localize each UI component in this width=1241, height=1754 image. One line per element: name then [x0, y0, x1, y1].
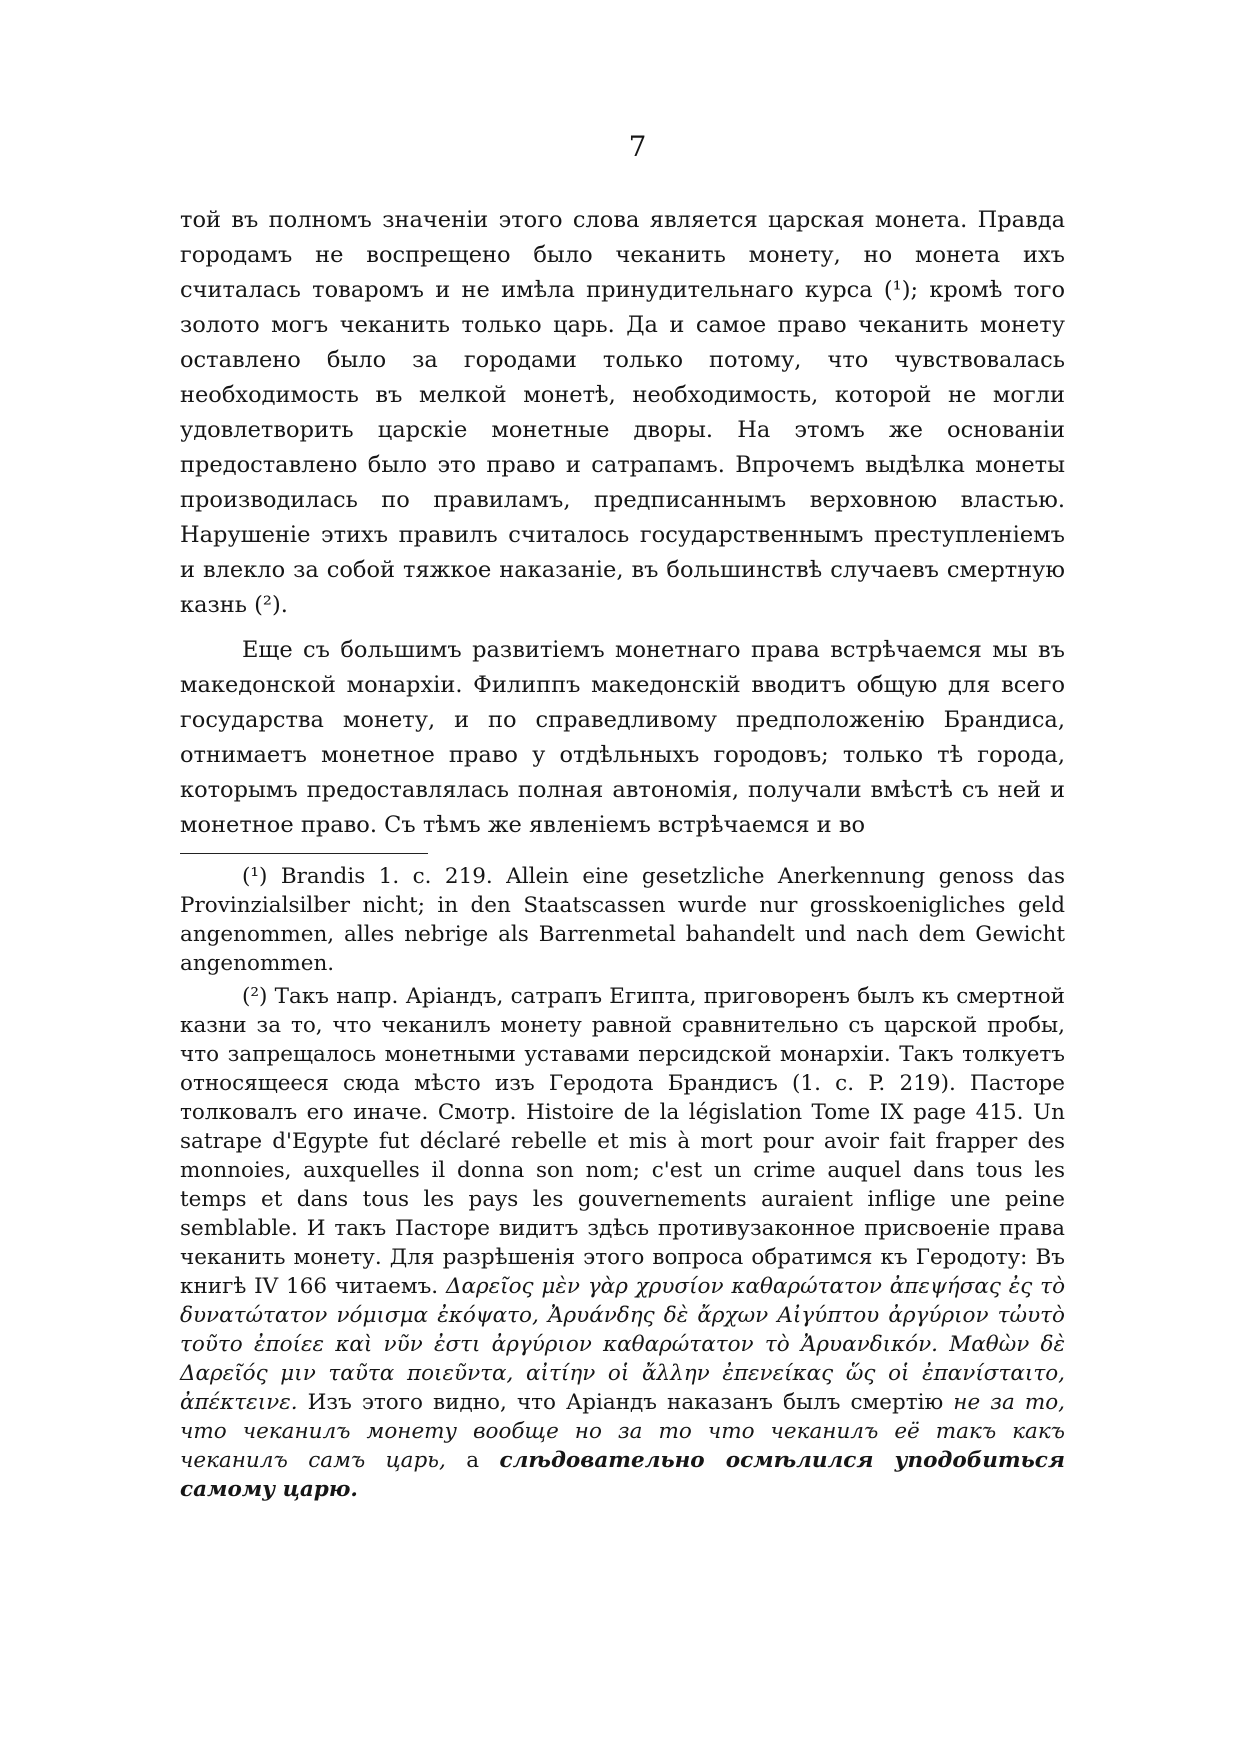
footnote-2-conjunction: а — [466, 1448, 480, 1473]
footnote-2-intro: (²) Такъ напр. Аріандъ, сатрапъ Египта, приговоренъ былъ къ смертной казни за то, что чеканилъ монету равной сравнительно съ царской пробы, что запрещалось монетными уставами персидской монархіи. Такъ толкуетъ относящееся сюда мѣсто изъ Геродота Брандисъ (1. с. P. 219). Пасторе толковалъ его иначе. Смотр. Histoire de la législation Tome IX page 415. Un satrape d'Egypte fut déclaré rebelle et mis à mort pour avoir fait frapper des monnoies, auxquelles il donna son nom; c'est un crime auquel dans tous les temps et dans tous les pays les gouvernements auraient inflige une peine semblable. И такъ Пасторе видитъ здѣсь противузаконное присвоеніе права чеканить монету. Для разрѣшенія этого вопроса обратимся къ Геродоту: Въ книгѣ IV 166 читаемъ. — [180, 984, 1065, 1299]
body-paragraph-1: той въ полномъ значеніи этого слова является царская монета. Правда городамъ не воспрещено было чеканить монету, но монета ихъ считалась товаромъ и не имѣла принудительнаго курса (¹); кромѣ того золото могъ чеканить только царь. Да и самое право чеканить монету оставлено было за городами только потому, что чувствовалась необходимость въ мелкой монетѣ, необходимость, которой не могли удовлетворить царскіе монетные дворы. На этомъ же основаніи предоставлено было это право и сатрапамъ. Впрочемъ выдѣлка монеты производилась по правиламъ, предписаннымъ верховною властью. Нарушеніе этихъ правилъ считалось государственнымъ преступленіемъ и влекло за собой тяжкое наказаніе, въ большинствѣ случаевъ смертную казнь (²). — [180, 207, 1065, 618]
footnote-separator — [180, 853, 428, 854]
body-paragraph-2: Еще съ большимъ развитіемъ монетнаго права встрѣчаемся мы въ македонской монархіи. Филиппъ македонскій вводитъ общую для всего государства монету, и по справедливому предположенію Брандиса, отнимаетъ монетное право у отдѣльныхъ городовъ; только тѣ города, которымъ предоставлялась полная автономія, получали вмѣстѣ съ ней и монетное право. Съ тѣмъ же явленіемъ встрѣчаемся и во — [180, 637, 1065, 838]
footnote-2-italic-2: слѣдовательно осмѣлился уподобиться самому царю. — [180, 1448, 1065, 1502]
footnote-2-italic-1: не за то, что чеканилъ монету вообще но за то что чеканилъ её такъ какъ чеканилъ самъ царь, — [180, 1390, 1065, 1473]
footnote-2-greek-quote: Δαρεῖος μὲν γὰρ χρυσίον καθαρώτατον ἀπεψήσας ἐς τὸ δυνατώτατον νόμισμα ἐκόψατο, Ἀρυάνδης δὲ ἄρχων Αἰγύπτου ἀργύριον τὠυτὸ τοῦτο ἐποίεε καὶ νῦν ἐστι ἀργύριον καθαρώτατον τὸ Ἀρυανδικόν. Μαθὼν δὲ Δαρεῖός μιν ταῦτα ποιεῦντα, αἰτίην οἱ ἄλλην ἐπενείκας ὥς οἱ ἐπανίσταιτο, ἀπέκτεινε. — [180, 1274, 1066, 1415]
page-number: 7 — [628, 130, 647, 163]
footnote-2 — [180, 982, 1065, 1504]
document-page — [180, 130, 1065, 1504]
footnote-2-after: Изъ этого видно, что Аріандъ наказанъ былъ смертію — [307, 1390, 944, 1415]
footnote-1: (¹) Brandis 1. c. 219. Allein eine gesetzliche Anerkennung genoss das Provinzialsilber nicht; in den Staatscassen wurde nur grosskoenigliches geld angenommen, alles nebrige als Barrenmetal bahandelt und nach dem Gewicht angenommen. — [180, 864, 1065, 976]
